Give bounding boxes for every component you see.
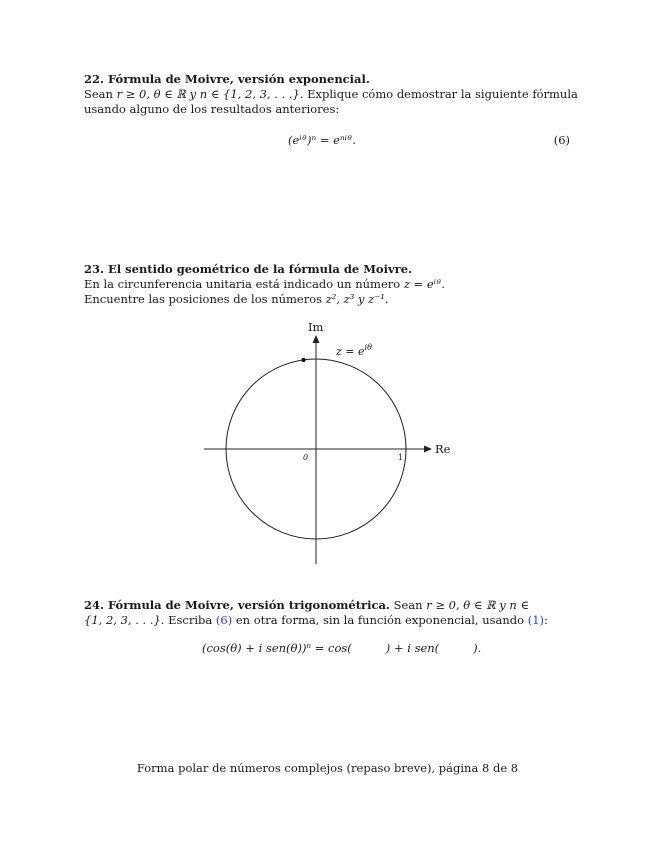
problem-24-text-line2: {1, 2, 3, . . .}. Escriba (6) en otra forma, sin la función exponencial, usando (1): — [84, 613, 548, 627]
imaginary-axis-arrow — [313, 335, 320, 343]
im-axis-label: Im — [308, 320, 324, 334]
one-label: 1 — [398, 453, 404, 462]
real-axis-arrow — [424, 446, 432, 453]
point-z — [301, 358, 305, 362]
problem-22-title: 22. Fórmula de Moivre, versión exponencial. — [84, 72, 370, 86]
problem-23-text-line2: Encuentre las posiciones de los números z², z³ y z⁻¹. — [84, 292, 389, 306]
equation-1-link[interactable]: (1) — [527, 613, 545, 627]
problem-22-text-line2: usando alguno de los resultados anteriores: — [84, 102, 340, 116]
problem-22-equation: (eⁱᶿ)ⁿ = eⁿⁱᶿ. — [288, 133, 357, 147]
problem-22-text-line1: Sean r ≥ 0, θ ∈ ℝ y n ∈ {1, 2, 3, . . .}. Explique cómo demostrar la siguiente fórmula — [84, 87, 578, 101]
problem-24-equation: (cos(θ) + i sen(θ))ⁿ = cos( ) + i sen( ). — [202, 641, 482, 655]
problem-23-title: 23. El sentido geométrico de la fórmula de Moivre. — [84, 262, 413, 276]
problem-24 — [84, 598, 570, 628]
re-axis-label: Re — [435, 442, 451, 456]
problem-23-text-line1: En la circunferencia unitaria está indicado un número z = eⁱᶿ. — [84, 277, 446, 291]
equation-number-6: (6) — [553, 133, 570, 147]
origin-label: 0 — [303, 453, 309, 462]
equation-6-link[interactable]: (6) — [215, 613, 233, 627]
point-z-label: $z = e^{i\theta}$ — [336, 343, 372, 358]
problem-24-text-line1: 24. Fórmula de Moivre, versión trigonométrica. Sean r ≥ 0, θ ∈ ℝ y n ∈ — [84, 598, 529, 612]
page-footer: Forma polar de números complejos (repaso breve), página 8 de 8 — [136, 761, 519, 775]
